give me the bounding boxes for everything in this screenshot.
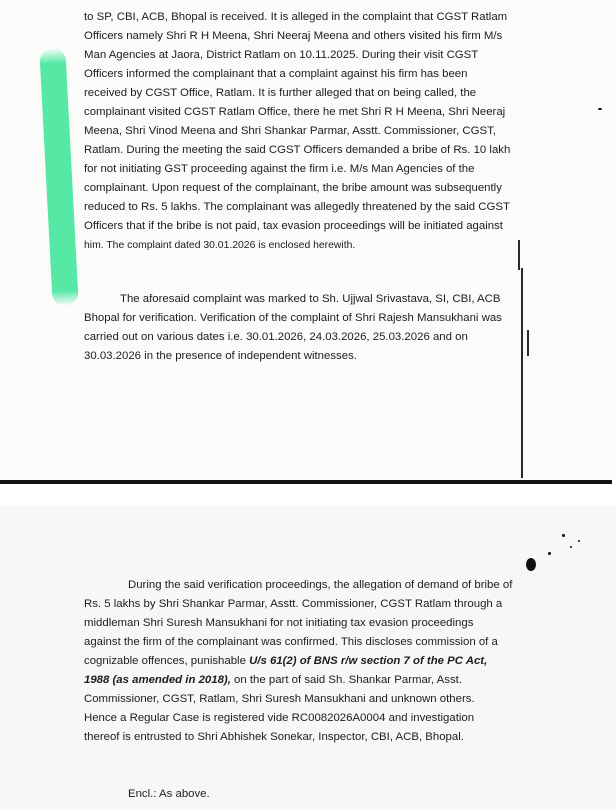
- text-line: [84, 671, 544, 690]
- ink-speck: [548, 552, 551, 555]
- text-line: [84, 652, 544, 671]
- enclosure-note: Encl.: As above.: [128, 788, 210, 800]
- text-line: Man Agencies at Jaora, District Ratlam on 10.11.2025. During their visit CGST: [84, 49, 479, 61]
- text-line: Officers informed the complainant that a complaint against his firm has been: [84, 68, 468, 80]
- ink-speck: [570, 546, 572, 548]
- text-line: for not initiating GST proceeding against the firm i.e. M/s Man Agencies of the: [84, 163, 475, 175]
- complaint-paragraph: [84, 8, 534, 255]
- text-line: 30.03.2026 in the presence of independent witnesses.: [84, 350, 357, 362]
- pen-stroke: [521, 268, 523, 478]
- text-line: reduced to Rs. 5 lakhs. The complainant was allegedly threatened by the said CGST: [84, 201, 510, 213]
- text-line: Hence a Regular Case is registered vide RC0082026A0004 and investigation: [84, 712, 475, 724]
- text-line: The aforesaid complaint was marked to Sh. Ujjwal Srivastava, SI, CBI, ACB: [120, 293, 501, 305]
- verification-paragraph: [84, 290, 534, 366]
- text-line: Commissioner, CGST, Ratlam, Shri Suresh Mansukhani and unknown others.: [84, 693, 475, 705]
- text-line: carried out on various dates i.e. 30.01.2026, 24.03.2026, 25.03.2026 and on: [84, 331, 468, 343]
- text-line: Officers namely Shri R H Meena, Shri Neeraj Meena and others visited his firm M/s: [84, 30, 503, 42]
- text-line: Officers that if the bribe is not paid, tax evasion proceedings will be initiated against: [84, 220, 503, 232]
- text-line: against the firm of the complainant was confirmed. This discloses commission of a: [84, 636, 498, 648]
- text-span: on the part of said Sh. Shankar Parmar, Asst.: [230, 674, 462, 686]
- text-line: Ratlam. During the meeting the said CGST Officers demanded a bribe of Rs. 10 lakh: [84, 144, 511, 156]
- regular-case-paragraph: [84, 576, 544, 747]
- legal-section-reference: U/s 61(2) of BNS r/w section 7 of the PC Act,: [249, 655, 488, 667]
- text-line: complainant. Upon request of the complainant, the bribe amount was subsequently: [84, 182, 502, 194]
- text-line: thereof is entrusted to Shri Abhishek Sonekar, Inspector, CBI, ACB, Bhopal.: [84, 731, 464, 743]
- ink-speck: [598, 108, 602, 110]
- pen-stroke: [518, 240, 520, 270]
- text-line: Rs. 5 lakhs by Shri Shankar Parmar, Asstt. Commissioner, CGST Ratlam through a: [84, 598, 503, 610]
- text-line: him. The complaint dated 30.01.2026 is enclosed herewith.: [84, 240, 356, 251]
- text-line: to SP, CBI, ACB, Bhopal is received. It is alleged in the complaint that CGST Ratlam: [84, 11, 508, 23]
- text-line: Meena, Shri Vinod Meena and Shri Shankar Parmar, Asstt. Commissioner, CGST,: [84, 125, 496, 137]
- page-gap: [0, 484, 616, 506]
- ink-blot: [526, 558, 536, 571]
- text-line: middleman Shri Suresh Mansukhani for not initiating tax evasion proceedings: [84, 617, 474, 629]
- ink-speck: [578, 540, 580, 542]
- text-line: received by CGST Office, Ratlam. It is further alleged that on being called, the: [84, 87, 477, 99]
- text-line: Bhopal for verification. Verification of the complaint of Shri Rajesh Mansukhani was: [84, 312, 502, 324]
- text-line: During the said verification proceedings, the allegation of demand of bribe of: [128, 579, 513, 591]
- legal-act-year: 1988 (as amended in 2018),: [84, 674, 231, 686]
- ink-speck: [562, 534, 565, 537]
- text-line: complainant visited CGST Ratlam Office, there he met Shri R H Meena, Shri Neeraj: [84, 106, 506, 118]
- text-span: cognizable offences, punishable: [84, 655, 250, 667]
- pen-stroke: [527, 330, 529, 356]
